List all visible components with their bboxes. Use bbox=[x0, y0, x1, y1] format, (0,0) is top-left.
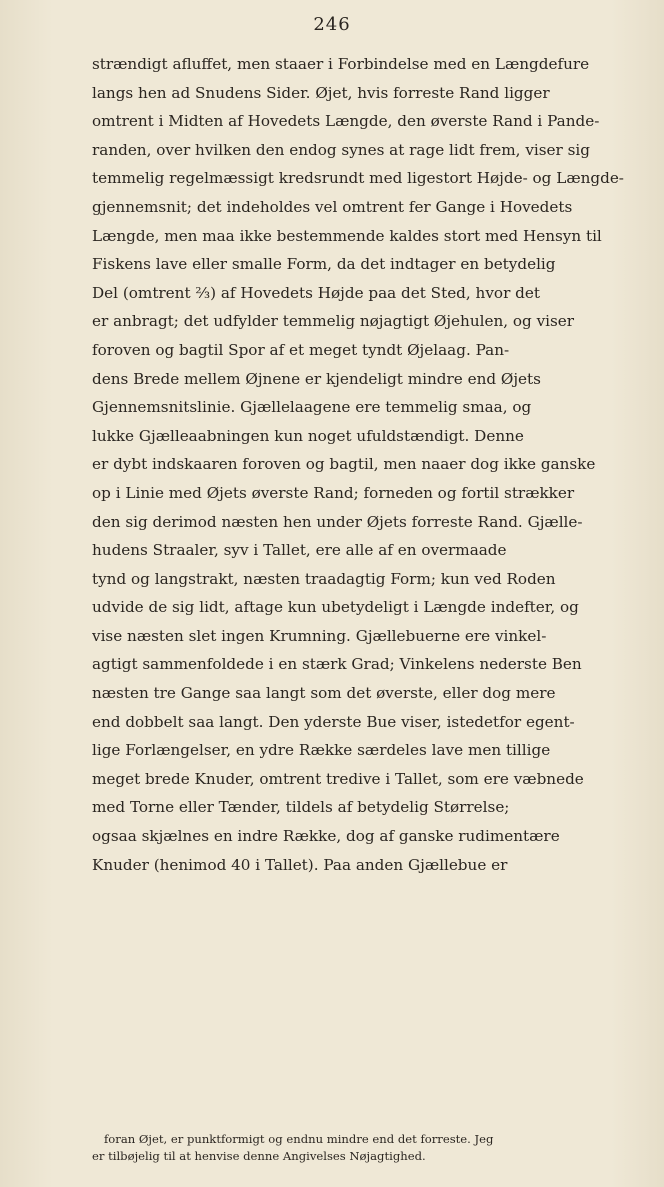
text-line: omtrent i Midten af Hovedets Længde, den øverste Rand i Pande- bbox=[92, 112, 600, 131]
footnote-line: er tilbøjelig til at henvise denne Angivelses Nøjagtighed. bbox=[92, 1149, 426, 1163]
text-line: op i Linie med Øjets øverste Rand; forneden og fortil strækker bbox=[92, 483, 575, 502]
text-line: dens Brede mellem Øjnene er kjendeligt mindre end Øjets bbox=[92, 369, 541, 388]
text-line: udvide de sig lidt, aftage kun ubetydeligt i Længde indefter, og bbox=[92, 598, 579, 617]
page-number: 246 bbox=[313, 14, 351, 35]
text-line: Længde, men maa ikke bestemmende kaldes stort med Hensyn til bbox=[92, 226, 602, 245]
text-line: agtigt sammenfoldede i en stærk Grad; Vinkelens nederste Ben bbox=[92, 655, 582, 674]
text-line: strændigt afluffet, men staaer i Forbindelse med en Længdefure bbox=[92, 55, 590, 73]
text-line: foroven og bagtil Spor af et meget tyndt Øjelaag. Pan- bbox=[92, 340, 510, 359]
text-line: lukke Gjælleaabningen kun noget ufuldstændigt. Denne bbox=[92, 426, 524, 445]
text-line: er anbragt; det udfylder temmelig nøjagtigt Øjehulen, og viser bbox=[92, 312, 575, 331]
text-line: er dybt indskaaren foroven og bagtil, men naaer dog ikke ganske bbox=[92, 455, 596, 474]
text-line: end dobbelt saa langt. Den yderste Bue viser, istedetfor egent- bbox=[92, 712, 575, 731]
body-text bbox=[92, 50, 628, 879]
text-line: med Torne eller Tænder, tildels af betydelig Størrelse; bbox=[92, 798, 510, 817]
text-line: langs hen ad Snudens Sider. Øjet, hvis forreste Rand ligger bbox=[92, 83, 550, 102]
text-line: lige Forlængelser, en ydre Række særdeles lave men tillige bbox=[92, 741, 551, 760]
text-line: temmelig regelmæssigt kredsrundt med ligestort Højde- og Længde- bbox=[92, 169, 624, 188]
text-line: tynd og langstrakt, næsten traadagtig Form; kun ved Roden bbox=[92, 569, 556, 588]
text-line: hudens Straaler, syv i Tallet, ere alle af en overmaade bbox=[92, 541, 507, 560]
text-line: Fiskens lave eller smalle Form, da det indtager en betydelig bbox=[92, 255, 556, 274]
text-line: randen, over hvilken den endog synes at rage lidt frem, viser sig bbox=[92, 140, 590, 159]
text-line: meget brede Knuder, omtrent tredive i Tallet, som ere væbnede bbox=[92, 769, 584, 788]
text-line: den sig derimod næsten hen under Øjets forreste Rand. Gjælle- bbox=[92, 512, 583, 531]
text-line: Gjennemsnitslinie. Gjællelaagene ere temmelig smaa, og bbox=[92, 398, 532, 417]
text-line: Knuder (henimod 40 i Tallet). Paa anden Gjællebue er bbox=[92, 855, 508, 874]
text-line: Del (omtrent ⅔) af Hovedets Højde paa det Sted, hvor det bbox=[92, 283, 540, 302]
footnote bbox=[92, 1131, 624, 1165]
text-line: ogsaa skjælnes en indre Række, dog af ganske rudimentære bbox=[92, 827, 560, 846]
text-line: gjennemsnit; det indeholdes vel omtrent fer Gange i Hovedets bbox=[92, 197, 573, 216]
footnote-line: foran Øjet, er punktformigt og endnu mindre end det forreste. Jeg bbox=[104, 1132, 494, 1146]
text-line: vise næsten slet ingen Krumning. Gjællebuerne ere vinkel- bbox=[92, 626, 547, 645]
text-line: næsten tre Gange saa langt som det øverste, eller dog mere bbox=[92, 684, 556, 703]
